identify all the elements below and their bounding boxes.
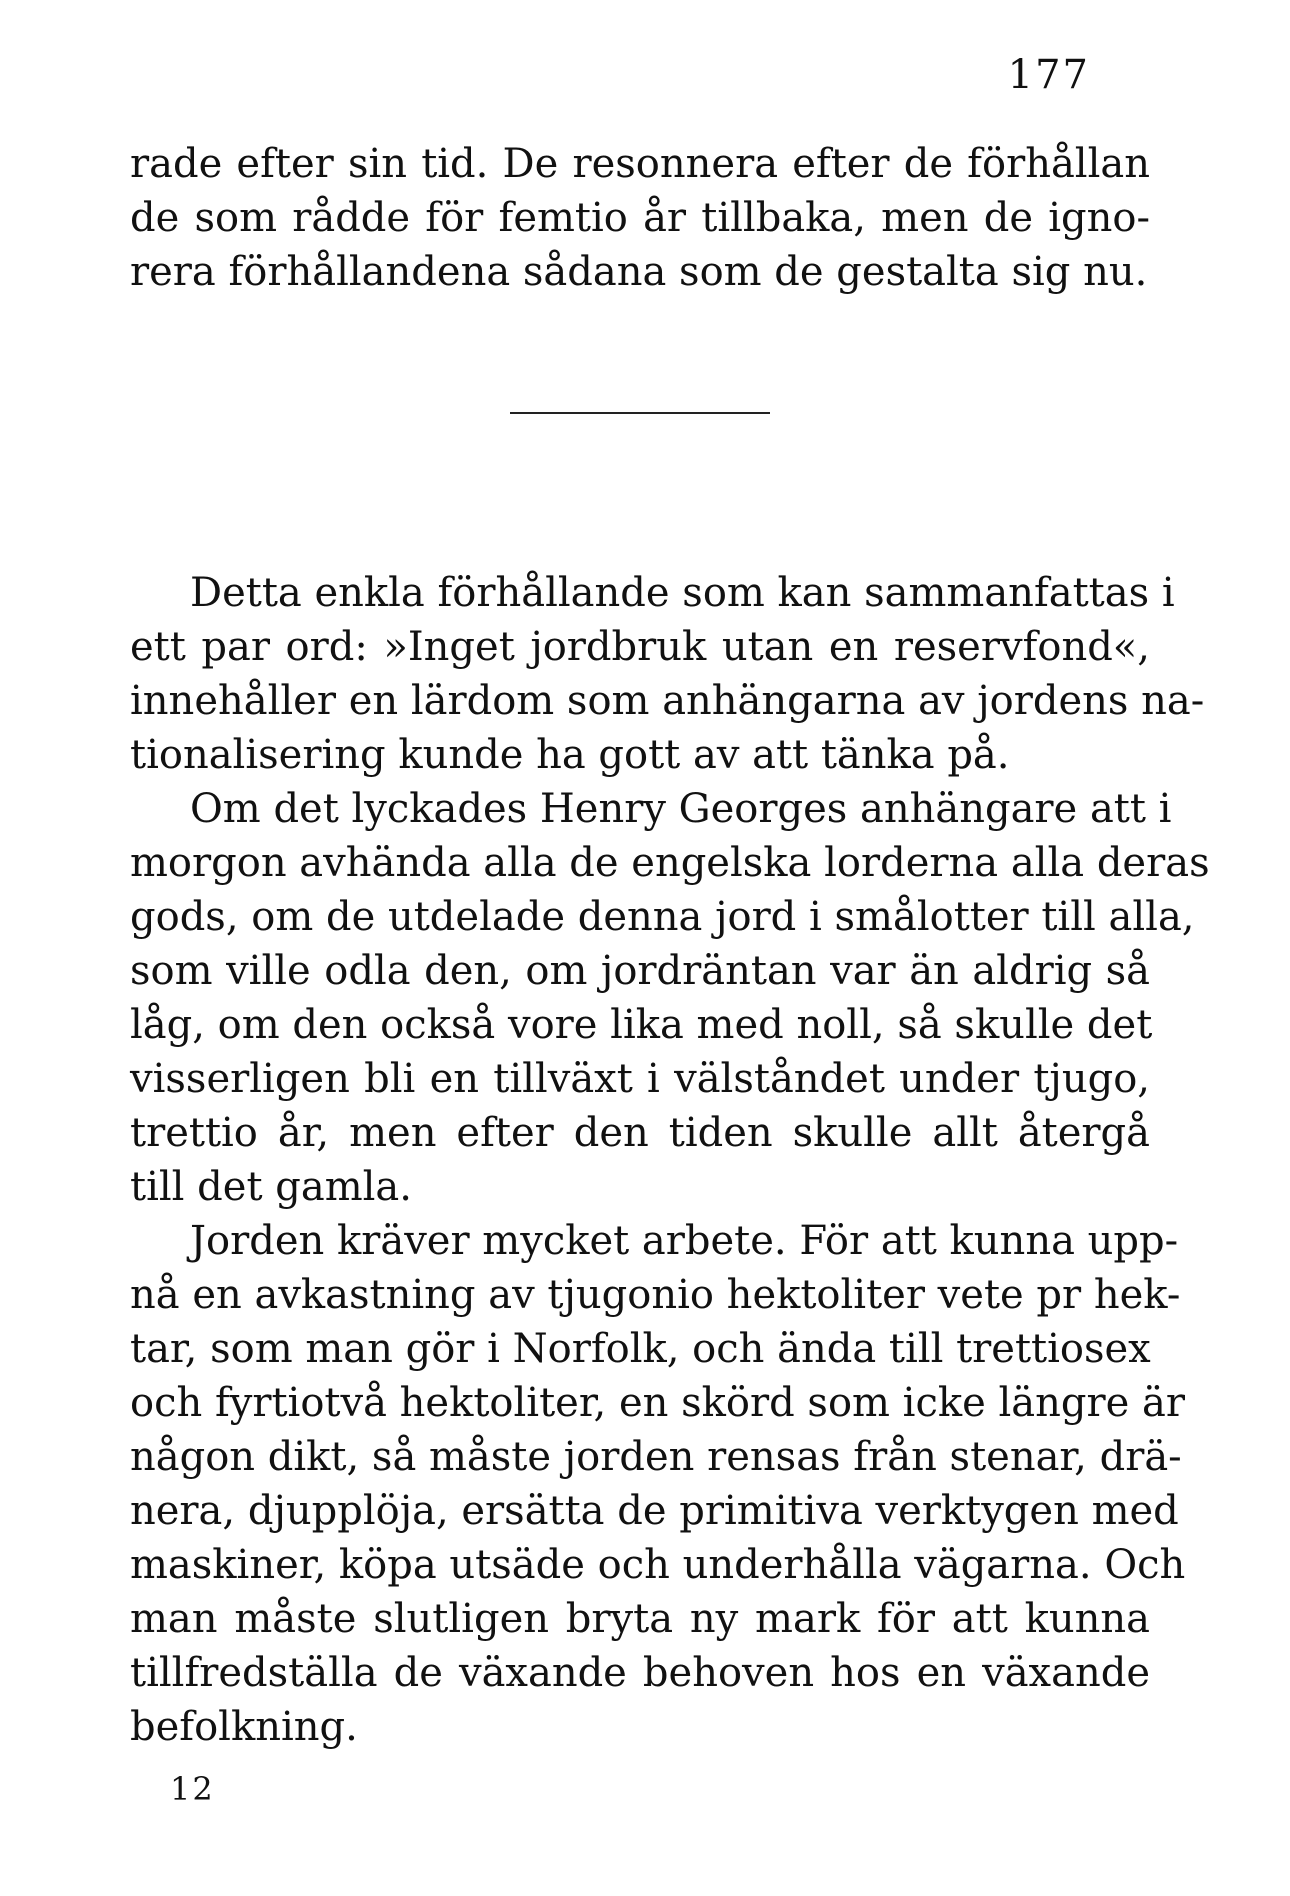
text-line: till det gamla. [130, 1164, 412, 1210]
text-line: ett par ord: »Inget jordbruk utan en reservfond«, [130, 624, 1150, 670]
section-divider [510, 412, 770, 414]
text-line: nera, djupplöja, ersätta de primitiva verktygen med [130, 1488, 1179, 1534]
text-line: någon dikt, så måste jorden rensas från stenar, drä- [130, 1434, 1182, 1480]
section-body [130, 566, 1210, 1754]
text-line: gods, om de utdelade denna jord i smålotter till alla, [130, 894, 1195, 940]
text-line: tillfredställa de växande behoven hos en växande [130, 1650, 1150, 1696]
paragraph-continuation [130, 137, 1150, 299]
text-line: visserligen bli en tillväxt i välståndet under tjugo, [130, 1056, 1150, 1102]
text-line: de som rådde för femtio år tillbaka, men de igno- [130, 195, 1150, 241]
text-line: låg, om den också vore lika med noll, så skulle det [130, 1002, 1153, 1048]
text-line: rade efter sin tid. De resonnera efter de förhållan [130, 141, 1150, 187]
text-line: maskiner, köpa utsäde och underhålla vägarna. Och [130, 1542, 1186, 1588]
text-line: trettio år, men efter den tiden skulle allt återgå [130, 1110, 1150, 1156]
text-line: man måste slutligen bryta ny mark för att kunna [130, 1596, 1150, 1642]
text-line: Om det lyckades Henry Georges anhängare att i [190, 786, 1172, 832]
text-line: befolkning. [130, 1704, 358, 1750]
page-number: 177 [1007, 52, 1090, 98]
text-line: Jorden kräver mycket arbete. För att kunna upp- [190, 1218, 1179, 1264]
text-line: som ville odla den, om jordräntan var än aldrig så [130, 948, 1150, 994]
text-line: nå en avkastning av tjugonio hektoliter vete pr hek- [130, 1272, 1181, 1318]
signature-mark: 12 [170, 1770, 215, 1808]
text-line: tar, som man gör i Norfolk, och ända till trettiosex [130, 1326, 1151, 1372]
text-line: rera förhållandena sådana som de gestalta sig nu. [130, 249, 1148, 295]
text-line: tionalisering kunde ha gott av att tänka på. [130, 732, 1010, 778]
text-line: Detta enkla förhållande som kan sammanfattas i [190, 570, 1175, 616]
text-line: morgon avhända alla de engelska lorderna alla deras [130, 840, 1210, 886]
text-line: och fyrtiotvå hektoliter, en skörd som icke längre är [130, 1380, 1185, 1426]
text-line: innehåller en lärdom som anhängarna av jordens na- [130, 678, 1205, 724]
